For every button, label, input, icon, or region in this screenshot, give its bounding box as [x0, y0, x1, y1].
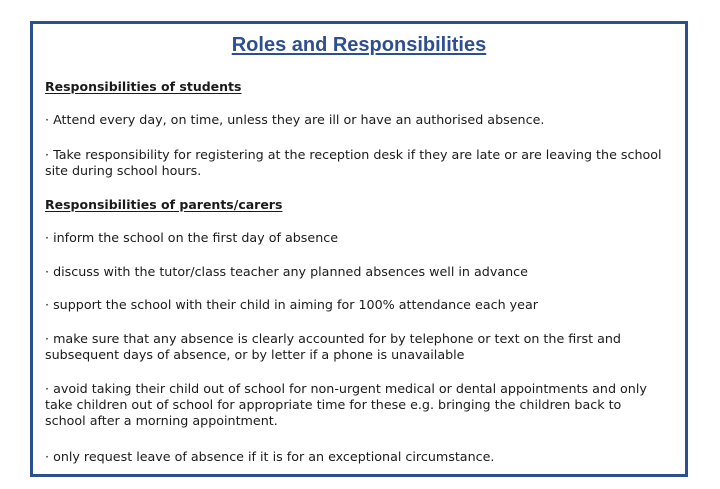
- item-line: · discuss with the tutor/class teacher any planned absences well in advance: [45, 264, 528, 279]
- item-line: · only request leave of absence if it is for an exceptional circumstance.: [45, 449, 495, 464]
- parent-item-2: [45, 264, 528, 280]
- item-line: school after a morning appointment.: [45, 413, 278, 428]
- item-line: · inform the school on the first day of absence: [45, 230, 339, 245]
- item-line: · avoid taking their child out of school for non-urgent medical or dental appointments and only: [45, 381, 647, 396]
- item-line: · make sure that any absence is clearly accounted for by telephone or text on the first and: [45, 331, 621, 346]
- item-line: · Take responsibility for registering at the reception desk if they are late or are leaving the school: [45, 147, 662, 162]
- item-line: subsequent days of absence, or by letter if a phone is unavailable: [45, 347, 465, 362]
- parents-heading: Responsibilities of parents/carers: [45, 197, 283, 212]
- student-item-2: [45, 147, 662, 179]
- document-frame: [30, 21, 688, 477]
- item-line: · support the school with their child in aiming for 100% attendance each year: [45, 297, 538, 312]
- student-item-1: [45, 112, 544, 128]
- item-line: site during school hours.: [45, 163, 202, 178]
- parent-item-3: [45, 297, 538, 313]
- parent-item-4: [45, 331, 621, 363]
- parent-item-1: [45, 230, 338, 246]
- parent-item-6: [45, 449, 494, 465]
- item-line: · Attend every day, on time, unless they are ill or have an authorised absence.: [45, 112, 545, 127]
- students-heading: Responsibilities of students: [45, 79, 242, 94]
- parent-item-5: [45, 381, 647, 429]
- item-line: take children out of school for appropriate time for these e.g. bringing the children back to: [45, 397, 622, 412]
- page-title: Roles and Responsibilities: [231, 34, 487, 56]
